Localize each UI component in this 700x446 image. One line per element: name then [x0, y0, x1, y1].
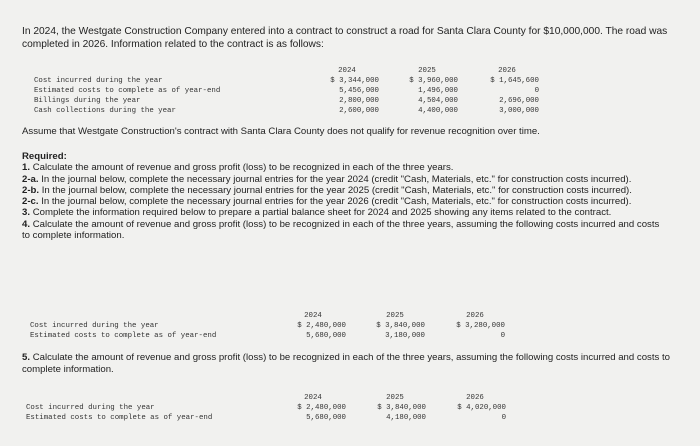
table-header-row [26, 393, 506, 403]
cell-value: $ 3,840,000 [377, 404, 426, 412]
year-header: 2024 [338, 67, 356, 75]
item-number: 4. [22, 218, 31, 230]
cell-value: 4,400,000 [418, 107, 458, 115]
cell-value: $ 4,020,000 [457, 404, 506, 412]
cell-value: 5,456,000 [339, 87, 379, 95]
required-item [22, 219, 662, 242]
required-item [22, 162, 662, 173]
cell-value: 0 [500, 332, 505, 340]
required-item [22, 207, 662, 218]
row-label: Cost incurred during the year [30, 322, 159, 330]
cell-value: 2,800,000 [339, 97, 379, 105]
year-header: 2026 [466, 394, 484, 402]
table-row [26, 413, 506, 423]
cell-value: 5,680,000 [306, 332, 346, 340]
item-text: Calculate the amount of revenue and gross profit (loss) to be recognized in each of the three years. [32, 162, 454, 174]
cell-value: $ 3,344,000 [330, 77, 379, 85]
item-text: Calculate the amount of revenue and gross profit (loss) to be recognized in each of the three years, assuming the following costs incurred and costs to complete information. [22, 218, 660, 242]
row-label: Cost incurred during the year [34, 77, 163, 85]
row-label: Cost incurred during the year [26, 404, 155, 412]
item-number: 1. [22, 162, 31, 174]
item-number: 2-a. [22, 173, 39, 185]
intro-paragraph: In 2024, the Westgate Construction Company entered into a contract to construct a road for Santa Clara County for $10,000,000. The road was completed in 2026. Information related to the contract is as follows: [22, 26, 668, 50]
table-row [34, 86, 539, 96]
contract-data-table [34, 66, 539, 116]
item-number: 2-c. [22, 196, 39, 208]
cell-value: $ 3,840,000 [376, 322, 425, 330]
table-row [30, 331, 505, 341]
year-header: 2024 [304, 312, 322, 320]
row-label: Cash collections during the year [34, 107, 176, 115]
table-row [34, 96, 539, 106]
table-header-row [34, 66, 539, 76]
required-item [22, 174, 662, 185]
row-label: Estimated costs to complete as of year-end [26, 414, 213, 422]
item-number: 2-b. [22, 184, 40, 196]
item-text: Complete the information required below to prepare a partial balance sheet for 2024 and 2025 showing any items related to the contract. [32, 207, 612, 219]
item-text: In the journal below, complete the necessary journal entries for the year 2024 (credit "Cash, Materials, etc." for construction costs incurred). [41, 173, 632, 185]
year-header: 2025 [386, 394, 404, 402]
cost-table-q4 [30, 311, 505, 341]
year-header: 2025 [386, 312, 404, 320]
row-label: Estimated costs to complete as of year-end [34, 87, 221, 95]
assumption-text: Assume that Westgate Construction's contract with Santa Clara County does not qualify for revenue recognition over time. [22, 126, 540, 137]
table-row [34, 76, 539, 86]
table-row [26, 403, 506, 413]
year-header: 2024 [304, 394, 322, 402]
cell-value: $ 1,645,600 [490, 77, 539, 85]
cell-value: $ 3,280,000 [456, 322, 505, 330]
question-5 [22, 352, 682, 376]
year-header: 2026 [498, 67, 516, 75]
cell-value: $ 2,480,000 [297, 404, 346, 412]
cell-value: 0 [501, 414, 506, 422]
cell-value: 3,000,000 [499, 107, 539, 115]
table-row [30, 321, 505, 331]
required-title: Required: [22, 151, 67, 162]
cell-value: $ 3,960,000 [409, 77, 458, 85]
table-row [34, 106, 539, 116]
item-text: In the journal below, complete the necessary journal entries for the year 2026 (credit "Cash, Materials, etc." for construction costs incurred). [41, 196, 632, 208]
cell-value: 0 [534, 87, 539, 95]
cell-value: 1,496,000 [418, 87, 458, 95]
year-header: 2025 [418, 67, 436, 75]
item-number: 5. [22, 352, 31, 363]
required-section [22, 151, 662, 241]
required-item [22, 185, 662, 196]
year-header: 2026 [466, 312, 484, 320]
item-text: In the journal below, complete the necessary journal entries for the year 2025 (credit "Cash, Materials, etc." for construction costs incurred). [41, 184, 632, 196]
table-header-row [30, 311, 505, 321]
cell-value: 4,504,000 [418, 97, 458, 105]
cost-table-q5 [26, 393, 506, 423]
item-number: 3. [22, 207, 31, 219]
row-label: Billings during the year [34, 97, 141, 105]
required-item [22, 196, 662, 207]
cell-value: 2,696,000 [499, 97, 539, 105]
cell-value: 4,180,000 [386, 414, 426, 422]
cell-value: 5,680,000 [306, 414, 346, 422]
item-text: Calculate the amount of revenue and gross profit (loss) to be recognized in each of the three years, assuming the following costs incurred and costs to complete information. [22, 352, 670, 375]
cell-value: 3,180,000 [385, 332, 425, 340]
cell-value: 2,600,000 [339, 107, 379, 115]
row-label: Estimated costs to complete as of year-end [30, 332, 217, 340]
cell-value: $ 2,480,000 [297, 322, 346, 330]
